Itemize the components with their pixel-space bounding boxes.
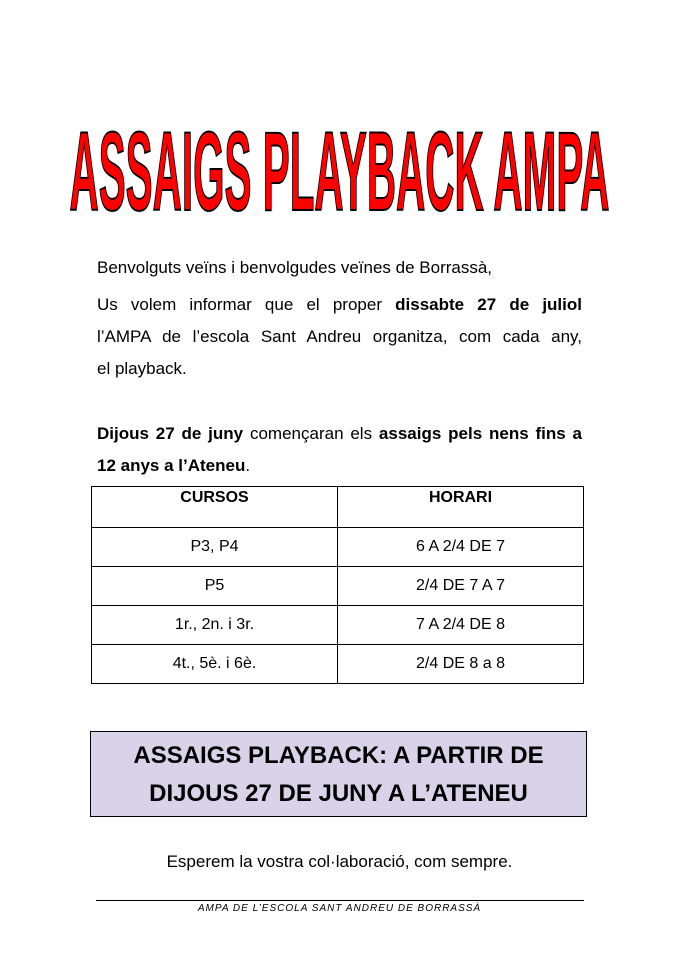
course-cell: P3, P4: [92, 528, 338, 567]
event-date: dissabte 27 de juliol: [395, 295, 582, 314]
announcement-banner: [90, 731, 587, 817]
rehearsal-text-1: començaran els: [243, 424, 379, 443]
poster-title-graphic: [0, 72, 679, 222]
schedule-cell: 2/4 DE 7 A 7: [338, 567, 584, 606]
rehearsal-text-2: .: [245, 456, 251, 475]
info-line-2: l’AMPA de l’escola Sant Andreu organitza, com cada any,: [97, 327, 582, 346]
poster-title: [0, 72, 679, 222]
table-row: [92, 645, 584, 684]
footer-divider: [96, 900, 584, 901]
course-cell: 1r., 2n. i 3r.: [92, 606, 338, 645]
info-text-1: Us volem informar que el proper: [97, 295, 396, 314]
table-row: [92, 567, 584, 606]
table-row: [92, 528, 584, 567]
info-line-1: [97, 289, 582, 321]
table-row: [92, 606, 584, 645]
greeting-text: Benvolguts veïns i benvolgudes veïnes de Borrassà,: [97, 258, 493, 277]
schedule-cell: 6 A 2/4 DE 7: [338, 528, 584, 567]
poster-title-text: ASSAIGS PLAYBACK AMPA: [69, 109, 610, 222]
rehearsal-paragraph: [97, 418, 582, 482]
course-cell: 4t., 5è. i 6è.: [92, 645, 338, 684]
header-cursos: CURSOS: [92, 487, 338, 528]
table-header-row: [92, 487, 584, 528]
banner-line-1: ASSAIGS PLAYBACK: A PARTIR DE: [133, 742, 544, 769]
info-line-3: el playback.: [97, 359, 187, 378]
course-cell: P5: [92, 567, 338, 606]
header-horari: HORARI: [338, 487, 584, 528]
info-paragraph: [97, 289, 582, 385]
schedule-cell: 7 A 2/4 DE 8: [338, 606, 584, 645]
rehearsal-start-date: Dijous 27 de juny: [97, 424, 244, 443]
closing-text: Esperem la vostra col·laboració, com sempre.: [166, 852, 513, 871]
footer-text: AMPA DE L’ESCOLA SANT ANDREU DE BORRASSÀ: [197, 903, 482, 914]
banner-line-2: DIJOUS 27 DE JUNY A L’ATENEU: [149, 780, 528, 807]
schedule-cell: 2/4 DE 8 a 8: [338, 645, 584, 684]
rehearsal-details: assaigs pels nens fins a 12 anys a l’Ateneu: [97, 424, 582, 475]
schedule-table: [91, 486, 584, 684]
